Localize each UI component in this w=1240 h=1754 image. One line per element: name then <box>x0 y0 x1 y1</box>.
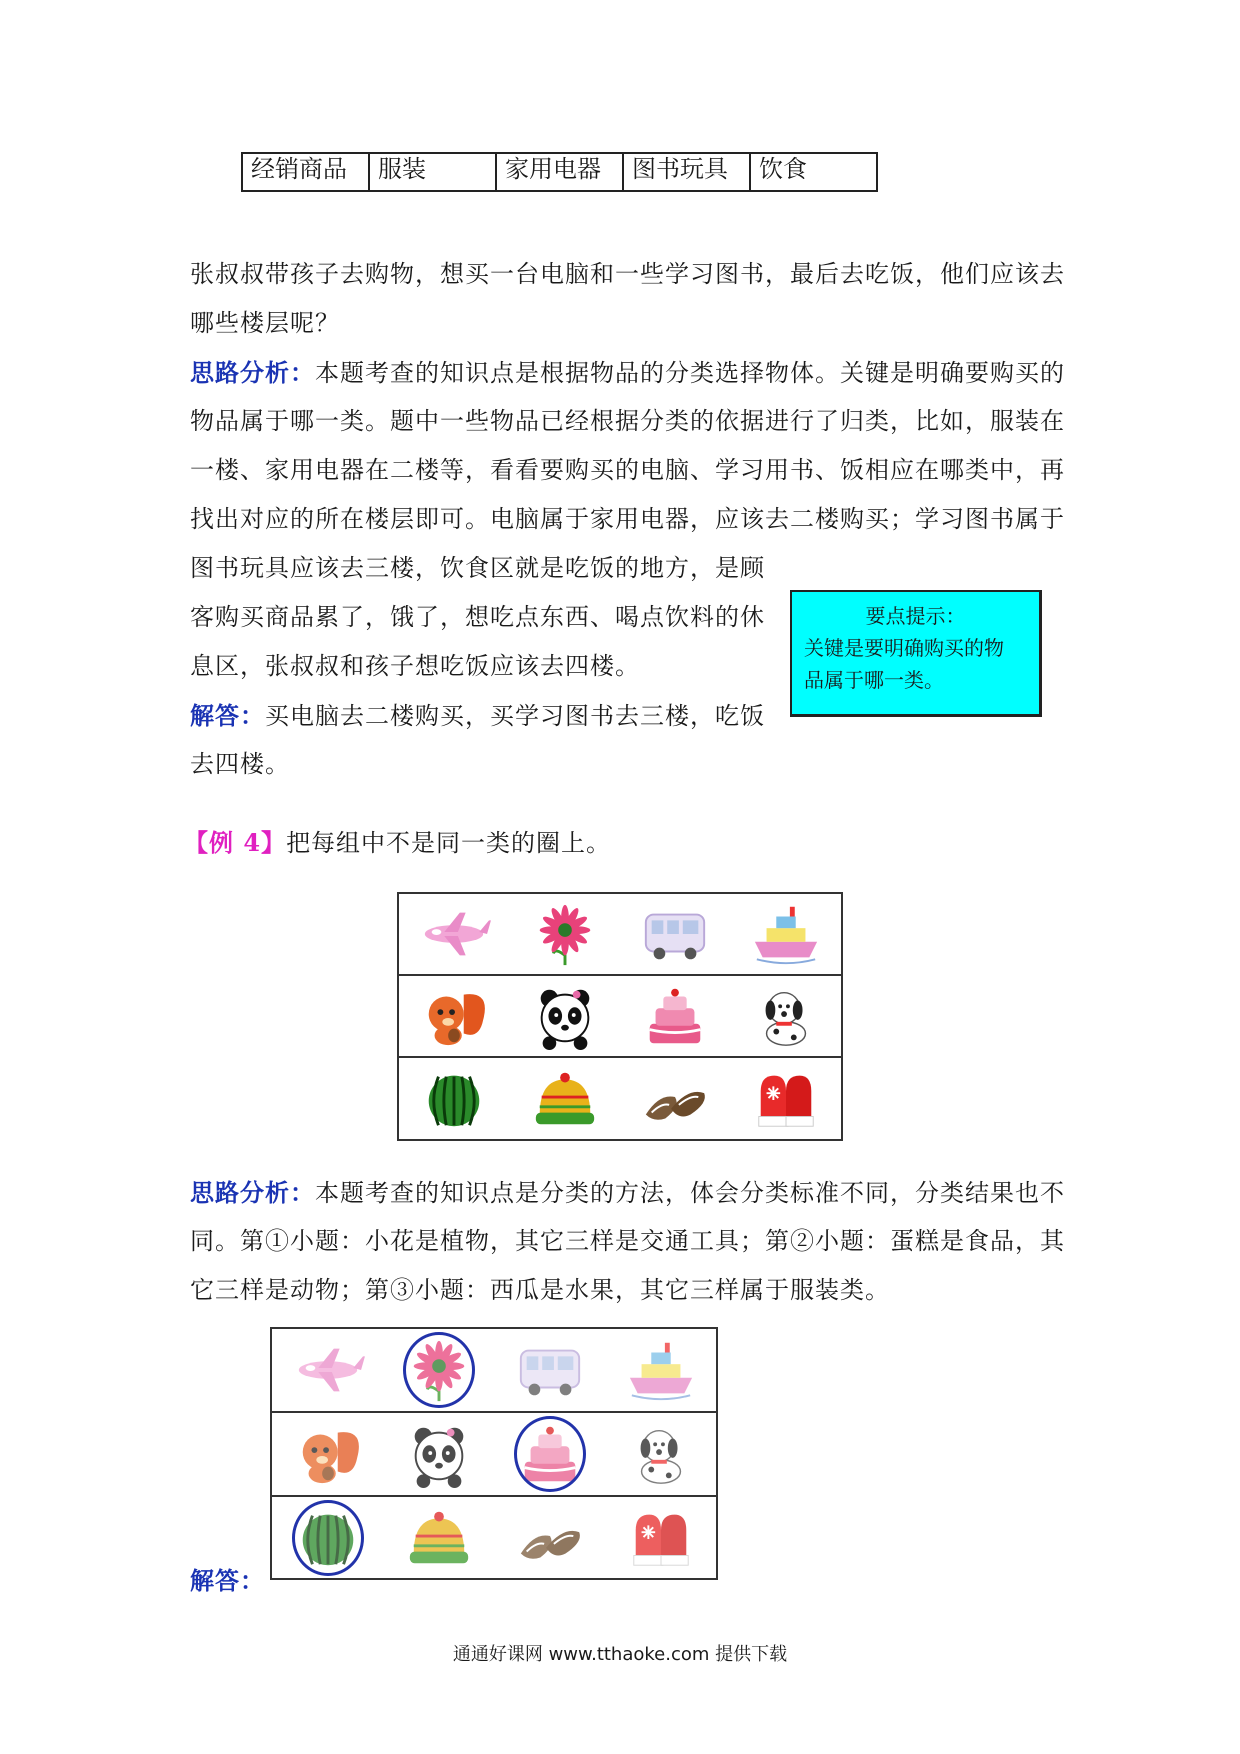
analysis-label: 思路分析： <box>190 1178 315 1207</box>
flower-icon <box>525 899 605 969</box>
squirrel-icon <box>288 1419 368 1489</box>
analysis-line: 一楼、家用电器在二楼等，看看要购买的电脑、学习用书、饭相应在哪类中，再 <box>190 456 1065 484</box>
ship-icon <box>746 899 826 969</box>
example-label: 【例 4】 <box>184 828 287 857</box>
tip-line: 品属于哪一类。 <box>804 668 944 692</box>
grid-row <box>399 1058 841 1139</box>
store-floor-table <box>241 152 878 192</box>
plane-icon <box>414 899 494 969</box>
table-cell: 图书玩具 <box>623 153 750 191</box>
bus-icon <box>635 899 715 969</box>
answer-label: 解答： <box>190 701 265 730</box>
grid-row <box>272 1497 716 1578</box>
example-heading: 【例 4】把每组中不是同一类的圈上。 <box>184 828 612 857</box>
analysis-line: 思路分析：本题考查的知识点是分类的方法，体会分类标准不同，分类结果也不 <box>190 1178 1065 1207</box>
cake-icon <box>635 981 715 1051</box>
table-cell: 服装 <box>369 153 496 191</box>
page-footer: 通通好课网 www.tthaoke.com 提供下载 <box>452 1644 788 1665</box>
question-line: 哪些楼层呢？ <box>190 309 340 337</box>
answer-line: 解答：买电脑去二楼购买，买学习图书去三楼，吃饭 <box>190 701 765 730</box>
mittens-icon <box>746 1064 826 1134</box>
analysis-line: 它三样是动物；第③小题：西瓜是水果，其它三样属于服装类。 <box>190 1276 890 1304</box>
table-cell: 饮食 <box>750 153 877 191</box>
bus-icon <box>510 1335 590 1405</box>
shoes-icon <box>635 1064 715 1134</box>
dog-icon <box>746 981 826 1051</box>
picture-grid-answer <box>270 1327 718 1580</box>
dog-icon <box>621 1419 701 1489</box>
answer-circle <box>292 1500 364 1576</box>
hat-icon <box>525 1064 605 1134</box>
picture-grid-question <box>397 892 843 1141</box>
watermelon-icon <box>414 1064 494 1134</box>
grid-row <box>272 1413 716 1497</box>
answer-circle <box>403 1332 475 1408</box>
panda-icon <box>399 1419 479 1489</box>
tip-line: 关键是要明确购买的物 <box>804 636 1004 660</box>
answer-circle <box>514 1416 586 1492</box>
grid-row <box>272 1329 716 1413</box>
analysis-line: 图书玩具应该去三楼，饮食区就是吃饭的地方，是顾 <box>190 554 765 582</box>
answer-label: 解答： <box>190 1566 265 1595</box>
analysis-line: 客购买商品累了，饿了，想吃点东西、喝点饮料的休 <box>190 603 765 631</box>
question-line: 张叔叔带孩子去购物，想买一台电脑和一些学习图书，最后去吃饭，他们应该去 <box>190 260 1065 288</box>
analysis-label: 思路分析： <box>190 358 315 387</box>
ship-icon <box>621 1335 701 1405</box>
tip-box <box>790 590 1042 717</box>
squirrel-icon <box>414 981 494 1051</box>
analysis-line: 同。第①小题：小花是植物，其它三样是交通工具；第②小题：蛋糕是食品，其 <box>190 1227 1065 1255</box>
analysis-line: 息区，张叔叔和孩子想吃饭应该去四楼。 <box>190 652 640 680</box>
shoes-icon <box>510 1503 590 1573</box>
analysis-line: 找出对应的所在楼层即可。电脑属于家用电器，应该去二楼购买；学习图书属于 <box>190 505 1065 533</box>
table-cell: 经销商品 <box>242 153 369 191</box>
mittens-icon <box>621 1503 701 1573</box>
tip-title: 要点提示： <box>865 604 966 628</box>
grid-row <box>399 976 841 1058</box>
hat-icon <box>399 1503 479 1573</box>
table-cell: 家用电器 <box>496 153 623 191</box>
panda-icon <box>525 981 605 1051</box>
analysis-line: 思路分析：本题考查的知识点是根据物品的分类选择物体。关键是明确要购买的 <box>190 358 1065 387</box>
analysis-line: 物品属于哪一类。题中一些物品已经根据分类的依据进行了归类，比如，服装在 <box>190 407 1065 435</box>
answer-line: 去四楼。 <box>190 750 290 778</box>
grid-row <box>399 894 841 976</box>
plane-icon <box>288 1335 368 1405</box>
